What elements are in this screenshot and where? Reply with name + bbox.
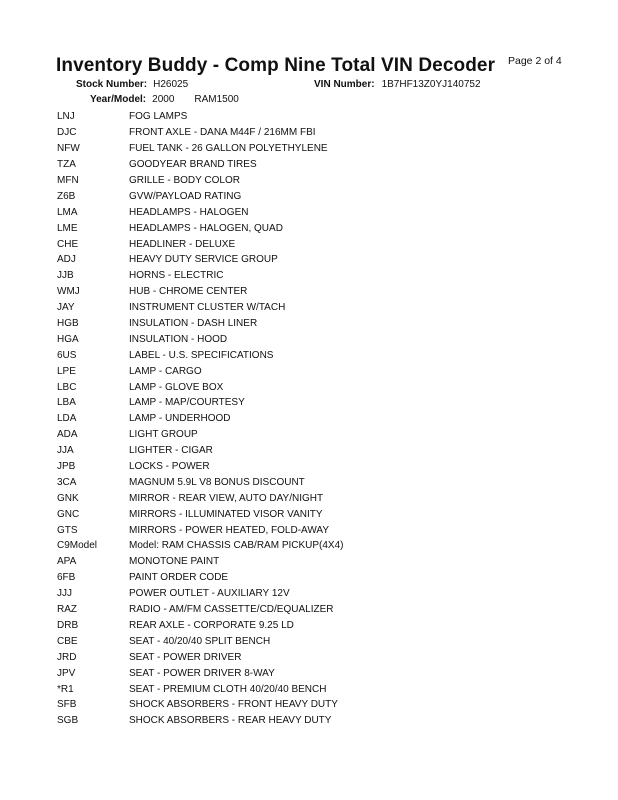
option-description: GRILLE - BODY COLOR — [129, 175, 240, 186]
option-row — [57, 522, 577, 538]
option-code: LBC — [57, 381, 77, 393]
option-code: CBE — [57, 635, 78, 647]
option-description: FUEL TANK - 26 GALLON POLYETHYLENE — [129, 143, 328, 155]
option-description: HEADLINER - DELUXE — [129, 238, 236, 250]
option-row — [57, 554, 577, 570]
option-code: JPB — [57, 461, 76, 473]
option-description: FRONT AXLE - DANA M44F / 216MM FBI — [129, 127, 316, 139]
option-row — [57, 284, 577, 300]
option-description: INSULATION - DASH LINER — [129, 318, 258, 330]
option-description: REAR AXLE - CORPORATE 9.25 LD — [129, 619, 294, 631]
option-row — [57, 633, 577, 649]
option-code: GNC — [57, 508, 80, 520]
option-description: LABEL - U.S. SPECIFICATIONS — [129, 349, 274, 361]
option-description: LIGHT GROUP — [129, 429, 198, 441]
page-number: Page 2 of 4 — [508, 55, 562, 67]
option-description: FOG LAMPS — [129, 111, 188, 123]
option-code: LME — [57, 222, 78, 234]
option-description: HEAVY DUTY SERVICE GROUP — [129, 254, 278, 266]
option-code: NFW — [57, 143, 80, 155]
vin-number-label: VIN Number: — [314, 79, 375, 90]
option-code-list — [57, 109, 577, 729]
option-row — [57, 618, 577, 634]
option-row — [57, 363, 577, 379]
option-row — [57, 443, 577, 459]
document-title: Inventory Buddy - Comp Nine Total VIN Decoder — [56, 55, 496, 76]
option-row — [57, 173, 577, 189]
option-row — [57, 379, 577, 395]
option-description: SEAT - 40/20/40 SPLIT BENCH — [129, 635, 271, 647]
option-code: *R1 — [57, 683, 74, 695]
stock-number — [76, 79, 188, 90]
option-code: APA — [57, 556, 77, 568]
option-row — [57, 300, 577, 316]
option-description: HUB - CHROME CENTER — [129, 286, 248, 298]
option-code: JJB — [57, 270, 74, 282]
option-description: LAMP - UNDERHOOD — [129, 413, 231, 425]
option-description: MIRRORS - ILLUMINATED VISOR VANITY — [129, 508, 323, 520]
option-code: 6US — [57, 349, 77, 361]
option-row — [57, 713, 577, 729]
option-code: SFB — [57, 699, 77, 711]
option-row — [57, 474, 577, 490]
option-description: PAINT ORDER CODE — [129, 572, 229, 584]
year-value: 2000 — [152, 94, 175, 105]
option-row — [57, 236, 577, 252]
option-row — [57, 331, 577, 347]
option-code: 3CA — [57, 476, 77, 488]
option-description: GOODYEAR BRAND TIRES — [129, 159, 257, 171]
option-description: LIGHTER - CIGAR — [129, 445, 213, 457]
option-description: MONOTONE PAINT — [129, 556, 220, 568]
option-code: LMA — [57, 206, 78, 218]
option-row — [57, 188, 577, 204]
option-code: C9Model — [57, 540, 98, 552]
option-code: JPV — [57, 667, 76, 679]
option-row — [57, 157, 577, 173]
option-description: Model: RAM CHASSIS CAB/RAM PICKUP(4X4) — [129, 540, 344, 552]
option-code: JRD — [57, 651, 77, 663]
option-row — [57, 411, 577, 427]
vin-number — [314, 79, 481, 90]
year-model-label: Year/Model: — [90, 94, 147, 105]
option-row — [57, 141, 577, 157]
option-row — [57, 602, 577, 618]
option-row — [57, 316, 577, 332]
option-description: SHOCK ABSORBERS - REAR HEAVY DUTY — [129, 715, 332, 727]
option-code: CHE — [57, 238, 79, 250]
option-description: RADIO - AM/FM CASSETTE/CD/EQUALIZER — [129, 604, 334, 616]
option-row — [57, 697, 577, 713]
stock-number-value: H26025 — [153, 79, 189, 90]
option-row — [57, 490, 577, 506]
option-code: JJA — [57, 445, 74, 457]
option-code: RAZ — [57, 604, 77, 616]
option-description: GVW/PAYLOAD RATING — [129, 190, 242, 202]
option-description: HORNS - ELECTRIC — [129, 270, 224, 282]
option-description: SEAT - POWER DRIVER 8-WAY — [129, 667, 275, 679]
option-description: INSULATION - HOOD — [129, 333, 228, 345]
option-code: LPE — [57, 365, 76, 377]
option-row — [57, 268, 577, 284]
option-code: TZA — [57, 159, 76, 171]
option-row — [57, 427, 577, 443]
option-row — [57, 395, 577, 411]
option-row — [57, 570, 577, 586]
option-row — [57, 347, 577, 363]
option-description: MIRROR - REAR VIEW, AUTO DAY/NIGHT — [129, 492, 324, 504]
option-description: LAMP - MAP/COURTESY — [129, 397, 245, 409]
option-code: JAY — [57, 302, 75, 314]
year-model — [90, 94, 239, 105]
option-description: HEADLAMPS - HALOGEN, QUAD — [129, 222, 283, 234]
option-code: WMJ — [57, 286, 80, 298]
option-description: LAMP - CARGO — [129, 365, 202, 377]
option-code: LBA — [57, 397, 76, 409]
option-description: SHOCK ABSORBERS - FRONT HEAVY DUTY — [129, 699, 338, 711]
option-row — [57, 586, 577, 602]
option-row — [57, 681, 577, 697]
option-code: HGA — [57, 333, 79, 345]
option-code: SGB — [57, 715, 79, 727]
option-code: GNK — [57, 492, 79, 504]
option-description: MAGNUM 5.9L V8 BONUS DISCOUNT — [129, 476, 305, 488]
option-code: ADA — [57, 429, 78, 441]
option-row — [57, 459, 577, 475]
stock-number-label: Stock Number: — [76, 79, 148, 90]
option-code: 6FB — [57, 572, 76, 584]
option-code: GTS — [57, 524, 78, 536]
option-row — [57, 649, 577, 665]
option-row — [57, 220, 577, 236]
option-description: HEADLAMPS - HALOGEN — [129, 206, 249, 218]
option-code: LDA — [57, 413, 77, 425]
vin-number-value: 1B7HF13Z0YJ140752 — [381, 79, 481, 90]
option-code: DRB — [57, 619, 79, 631]
option-row — [57, 506, 577, 522]
option-row — [57, 109, 577, 125]
option-description: SEAT - PREMIUM CLOTH 40/20/40 BENCH — [129, 683, 327, 695]
option-code: JJJ — [57, 588, 72, 600]
option-row — [57, 538, 577, 554]
option-row — [57, 125, 577, 141]
option-code: MFN — [57, 175, 79, 186]
option-row — [57, 665, 577, 681]
option-description: SEAT - POWER DRIVER — [129, 651, 242, 663]
model-value: RAM1500 — [194, 94, 239, 105]
option-code: HGB — [57, 318, 79, 330]
option-code: DJC — [57, 127, 77, 139]
option-description: POWER OUTLET - AUXILIARY 12V — [129, 588, 290, 600]
option-description: LAMP - GLOVE BOX — [129, 381, 224, 393]
option-code: Z6B — [57, 190, 76, 202]
option-description: INSTRUMENT CLUSTER W/TACH — [129, 302, 286, 314]
option-row — [57, 204, 577, 220]
option-row — [57, 252, 577, 268]
option-description: LOCKS - POWER — [129, 461, 210, 473]
option-code: LNJ — [57, 111, 75, 123]
option-description: MIRRORS - POWER HEATED, FOLD-AWAY — [129, 524, 330, 536]
option-code: ADJ — [57, 254, 76, 266]
